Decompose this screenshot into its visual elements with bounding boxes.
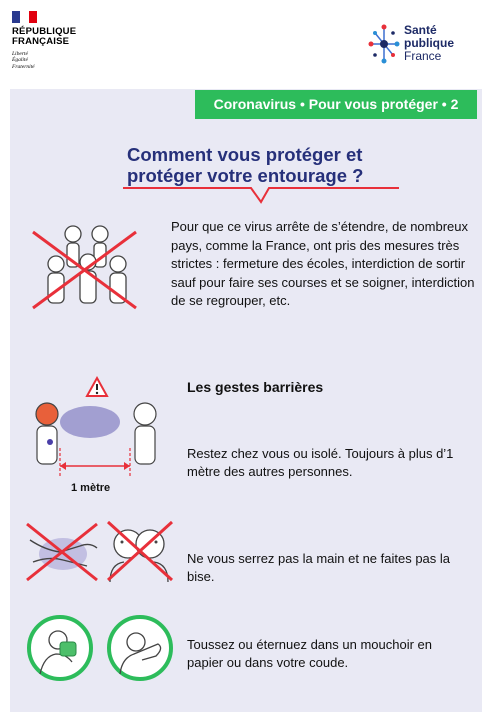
sneeze-distance-icon — [30, 400, 160, 480]
cough-text: Toussez ou éternuez dans un mouchoir en papier ou dans votre coude. — [187, 637, 432, 670]
motto-text: Liberté Égalité Fraternité — [12, 51, 35, 70]
tissue-sneeze-icon — [26, 614, 94, 682]
crowd-crossed-icon — [28, 222, 138, 312]
french-flag-icon — [12, 11, 37, 23]
spf-line-2: publique — [404, 36, 454, 50]
elbow-sneeze-icon — [106, 614, 174, 682]
warning-icon — [86, 377, 108, 397]
spf-line-1: Santé — [404, 23, 437, 37]
page-header — [0, 0, 493, 88]
spf-text — [404, 24, 484, 63]
republique-francaise-text: RÉPUBLIQUE FRANÇAISE — [12, 26, 77, 47]
stay-home-text: Restez chez vous ou isolé. Toujours à plus d’1 mètre des autres personnes. — [187, 446, 454, 479]
sante-publique-france-logo — [368, 22, 478, 72]
barrier-gestures-title: Les gestes barrières — [187, 379, 324, 395]
intro-paragraph: Pour que ce virus arrête de s’étendre, de nombreux pays, comme la France, ont pris des mesures très strictes : fermeture des écoles, interdiction de sortir sauf pour faire ses courses et se soigner, interdiction de se regrouper, etc. — [171, 219, 475, 309]
spf-network-icon — [368, 22, 400, 66]
distance-label: 1 mètre — [71, 482, 111, 494]
page-title: Comment vous protéger et protéger votre entourage ? — [127, 144, 364, 186]
spf-line-3: France — [404, 49, 442, 63]
kiss-crossed-icon — [104, 520, 174, 582]
no-handshake-text: Ne vous serrez pas la main et ne faites pas la bise. — [187, 551, 451, 584]
speech-underline-icon — [121, 186, 401, 206]
series-banner: Coronavirus • Pour vous protéger • 2 — [195, 90, 477, 119]
handshake-crossed-icon — [25, 522, 100, 582]
